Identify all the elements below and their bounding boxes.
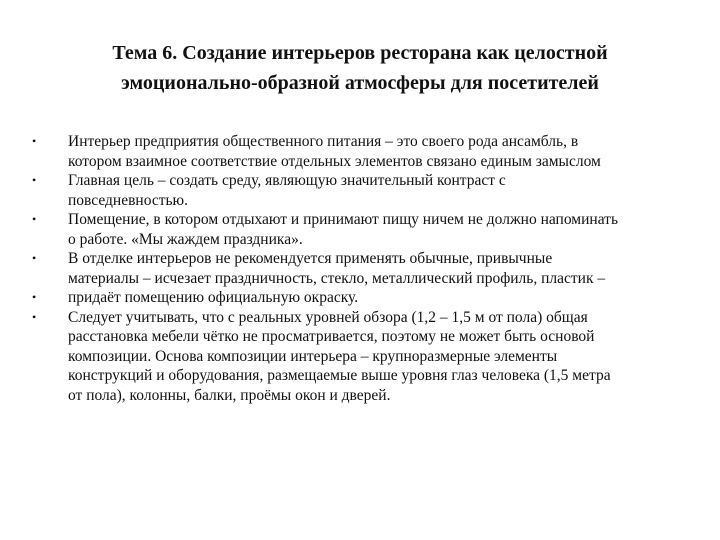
bullet-text-line: о работе. «Мы жаждем праздника». xyxy=(68,230,303,248)
bullet-text-line: конструкций и оборудования, размещаемые выше уровня глаз человека (1,5 метра xyxy=(68,367,611,384)
bullet-text-line: расстановка мебели чётко не просматривается, поэтому не может быть основой xyxy=(68,328,595,345)
bullet-text-line: Интерьер предприятия общественного питания – это своего рода ансамбль, в xyxy=(68,133,579,150)
bullet-icon: • xyxy=(32,251,37,265)
bullet-icon: • xyxy=(32,134,37,148)
bullet-icon: • xyxy=(32,290,37,304)
bullet-text-line: материалы – исчезает праздничность, стекло, металлический профиль, пластик – xyxy=(68,269,606,287)
bullet-text-line: придаёт помещению официальную окраску. xyxy=(68,289,359,306)
title-line: эмоционально-образной атмосферы для посетителей xyxy=(121,72,599,94)
bullet-item xyxy=(32,210,692,249)
bullet-item xyxy=(32,132,692,171)
bullet-text-line: от пола), колонны, балки, проёмы окон и дверей. xyxy=(68,386,391,404)
bullet-text-line: Помещение, в котором отдыхают и принимают пищу ничем не должно напоминать xyxy=(68,211,619,228)
bullet-text-line: Следует учитывать, что с реальных уровней обзора (1,2 – 1,5 м от пола) общая xyxy=(68,308,588,326)
bullet-text-line: В отделке интерьеров не рекомендуется применять обычные, привычные xyxy=(68,250,553,267)
bullet-text-line: котором взаимное соответствие отдельных элементов связано единым замыслом xyxy=(68,152,601,170)
title-line: Тема 6. Создание интерьеров ресторана как целостной xyxy=(112,42,608,64)
bullet-text-line: Главная цель – создать среду, являющую значительный контраст с xyxy=(68,172,506,189)
bullet-text-line: композиции. Основа композиции интерьера – крупноразмерные элементы xyxy=(68,347,558,365)
bullet-icon: • xyxy=(32,309,37,324)
bullet-list xyxy=(32,132,692,405)
bullet-item xyxy=(32,171,692,210)
bullet-icon: • xyxy=(32,173,37,187)
slide-title xyxy=(36,38,684,98)
bullet-item xyxy=(32,249,692,288)
bullet-item xyxy=(32,288,692,308)
bullet-icon: • xyxy=(32,212,37,226)
bullet-item xyxy=(32,308,692,406)
bullet-text-line: повседневностью. xyxy=(68,191,189,209)
